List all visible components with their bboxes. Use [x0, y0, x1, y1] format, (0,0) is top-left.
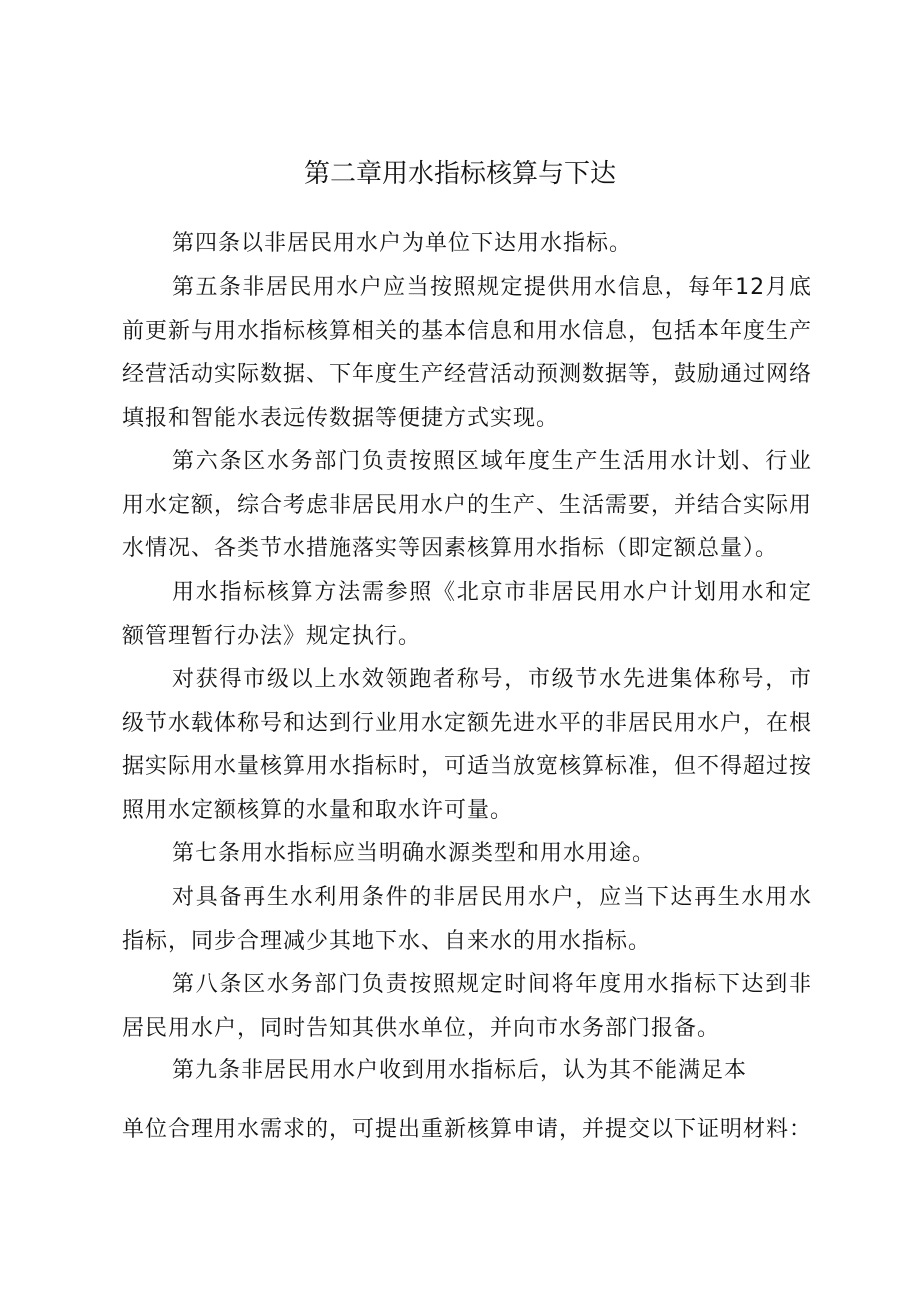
calculation-method-paragraph: 用水指标核算方法需参照《北京市非居民用水户计划用水和定额管理暂行办法》规定执行。	[122, 580, 812, 649]
article-5-paragraph: 第五条非居民用水户应当按照规定提供用水信息，每年12月底前更新与用水指标核算相关的基本信息和用水信息，包括本年度生产经营活动实际数据、下年度生产经营活动预测数据等，鼓励通过网络填报和智能水表远传数据等便捷方式实现。	[122, 275, 813, 431]
article-7-paragraph: 第七条用水指标应当明确水源类型和用水用途。	[172, 841, 656, 866]
article-9-continuation: 单位合理用水需求的，可提出重新核算申请，并提交以下证明材料：	[122, 1117, 813, 1142]
article-8-paragraph: 第八条区水务部门负责按照规定时间将年度用水指标下达到非居民用水户，同时告知其供水单位，并向市水务部门报备。	[122, 972, 812, 1041]
article-9-paragraph: 第九条非居民用水户收到用水指标后，认为其不能满足本	[172, 1058, 748, 1083]
reclaimed-water-paragraph: 对具备再生水利用条件的非居民用水户，应当下达再生水用水指标，同步合理减少其地下水、自来水的用水指标。	[122, 885, 812, 954]
chapter-title: 第二章用水指标核算与下达	[303, 159, 616, 189]
relaxed-standard-paragraph: 对获得市级以上水效领跑者称号，市级节水先进集体称号，市级节水载体称号和达到行业用水定额先进水平的非居民用水户，在根据实际用水量核算用水指标时，可适当放宽核算标准，但不得超过按照用水定额核算的水量和取水许可量。	[122, 667, 813, 823]
article-6-paragraph: 第六条区水务部门负责按照区域年度生产生活用水计划、行业用水定额，综合考虑非居民用水户的生产、生活需要，并结合实际用水情况、各类节水措施落实等因素核算用水指标（即定额总量）。	[122, 449, 813, 562]
article-4-paragraph: 第四条以非居民用水户为单位下达用水指标。	[172, 231, 633, 256]
